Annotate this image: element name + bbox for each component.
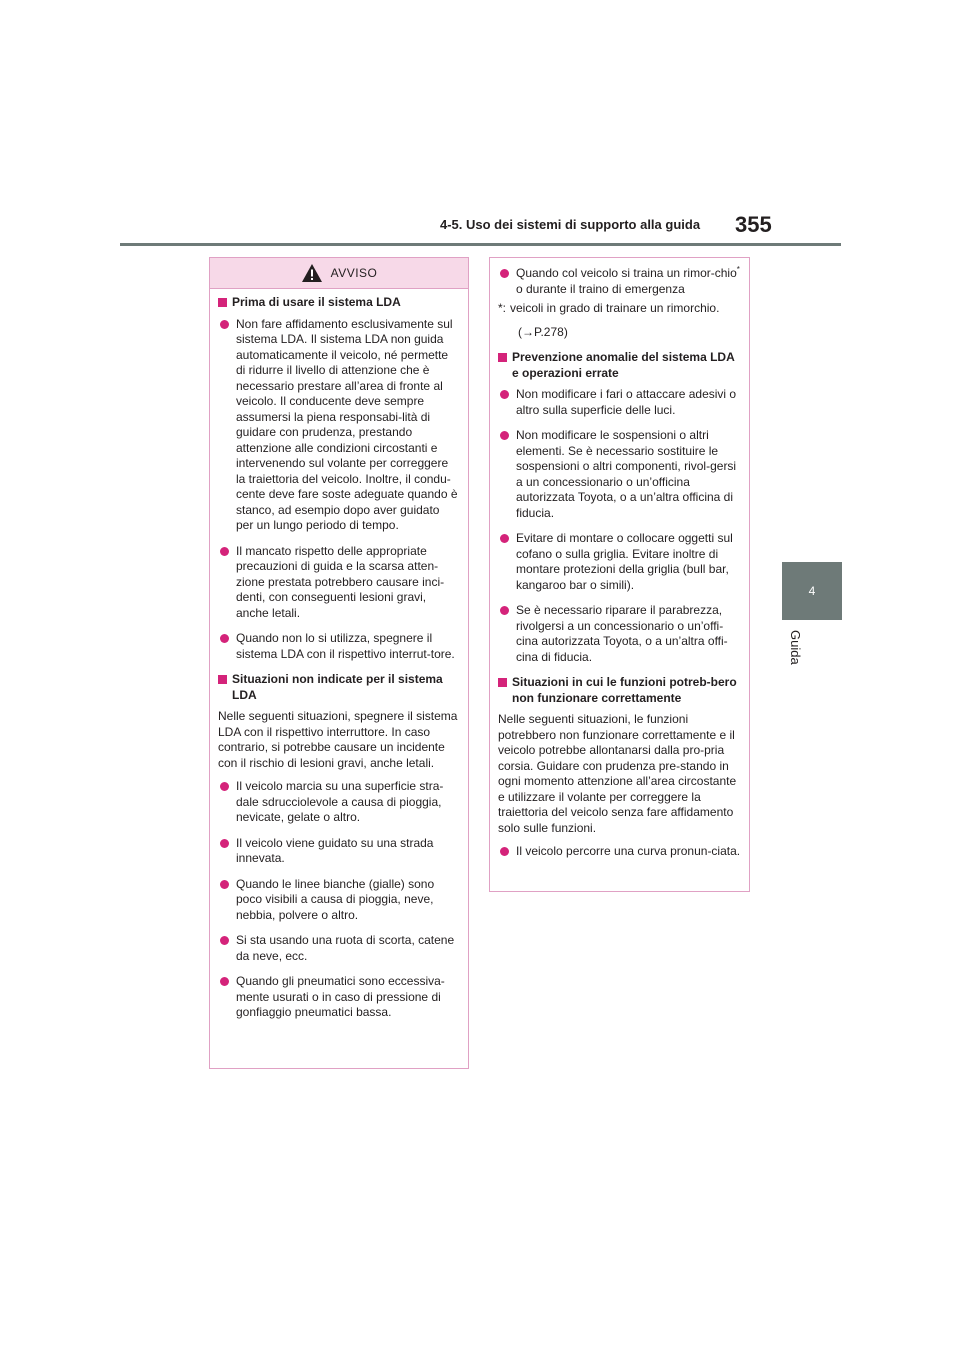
list-item-text: Quando le linee bianche (gialle) sono poco visibili a causa di pioggia, neve, nebbia, polvere o altro. xyxy=(236,876,435,922)
page-reference[interactable] xyxy=(518,325,741,341)
ref-open: ( xyxy=(518,324,522,339)
chapter-label-text: Guida xyxy=(788,630,803,665)
avviso-header xyxy=(210,258,468,289)
section-heading xyxy=(218,295,460,311)
heading-text: Prima di usare il sistema LDA xyxy=(232,295,401,309)
list-item-text: Se è necessario riparare il parabrezza, rivolgersi a un concessionario o un’offi-cina autorizzata Toyota, o a un’altra offi-cina di fiducia. xyxy=(516,603,728,664)
bullet-dot-icon xyxy=(500,847,509,856)
list-item-text: Il veicolo marcia su una superficie stra-dale sdrucciolevole a causa di pioggia, nevicate, gelate o altro. xyxy=(236,779,444,824)
list-item xyxy=(218,779,460,826)
section-heading xyxy=(498,675,741,706)
section-title: 4-5. Uso dei sistemi di supporto alla guida xyxy=(440,217,701,232)
section-heading xyxy=(498,350,741,381)
trailer-text-a: Quando col veicolo si traina un rimor-chio xyxy=(516,266,737,280)
list-item xyxy=(498,387,741,418)
bullet-dot-icon xyxy=(500,431,509,440)
list-item-text: Il veicolo percorre una curva pronun-ciata. xyxy=(516,844,741,858)
list-item xyxy=(498,603,741,665)
square-bullet-icon xyxy=(498,678,507,687)
list-item xyxy=(218,631,460,662)
list-item-text: Quando non lo si utilizza, spegnere il sistema LDA con il rispettivo interrut-tore. xyxy=(236,631,455,661)
list-item xyxy=(218,877,460,924)
footnote-mark: *: xyxy=(498,301,507,315)
list-item-text: Si sta usando una ruota di scorta, catene da neve, ecc. xyxy=(236,933,455,963)
page-number: 355 xyxy=(735,212,772,237)
bullet-dot-icon xyxy=(500,606,509,615)
footnote xyxy=(498,301,741,317)
avviso-title: AVVISO xyxy=(330,266,378,280)
square-bullet-icon xyxy=(218,298,227,307)
footnote-text: veicoli in grado di trainare un rimorchio. xyxy=(510,301,720,315)
heading-text: Situazioni non indicate per il sistema LDA xyxy=(232,672,443,702)
list-item xyxy=(218,974,460,1021)
square-bullet-icon xyxy=(218,675,227,684)
warning-triangle-icon xyxy=(301,263,323,283)
section-heading xyxy=(218,672,460,703)
bullet-dot-icon xyxy=(220,839,229,848)
bullet-dot-icon xyxy=(500,390,509,399)
bullet-dot-icon xyxy=(220,880,229,889)
list-item-text: Non fare affidamento esclusivamente sul sistema LDA. Il sistema LDA non guida automaticamente il veicolo, né permette di ridurre il livello di attenzione che è necessario prestare all’area di fronte al veicolo. Il conducente deve sempre assumersi la piena responsabi-lità di guidare con prudenza, prestando attenzione alle condizioni circostanti e intervenendo sul volante per correggere la traiettoria del veicolo. Inoltre, il condu-cente deve fare soste adeguate quando è stanco, ad esempio dopo aver guidato per un lungo periodo di tempo. xyxy=(236,316,458,532)
bullet-dot-icon xyxy=(220,936,229,945)
list-item xyxy=(218,544,460,622)
bullet-dot-icon xyxy=(500,534,509,543)
bullet-dot-icon xyxy=(220,977,229,986)
list-item-text: Non modificare le sospensioni o altri elementi. Se è necessario sostituire le sospensioni o altri componenti, rivol-gersi a un concessionario o un’officina autorizzata Toyota, o a un’altra officina di fiducia. xyxy=(516,428,737,520)
heading-text: Prevenzione anomalie del sistema LDA e operazioni errate xyxy=(512,350,735,380)
chapter-label xyxy=(782,630,842,670)
heading-text: Situazioni in cui le funzioni potreb-bero non funzionare correttamente xyxy=(512,675,737,705)
list-item xyxy=(498,531,741,593)
asterisk-mark: * xyxy=(736,265,740,274)
list-item-text: Evitare di montare o collocare oggetti sul cofano o sulla griglia. Evitare inoltre di montare protezioni della griglia (bull bar, kangaroo bar o simili). xyxy=(516,531,733,592)
list-item xyxy=(498,428,741,521)
trailer-text-b: o durante il traino di emergenza xyxy=(516,281,685,296)
bullet-dot-icon xyxy=(220,320,229,329)
chapter-number: 4 xyxy=(808,584,816,598)
warning-box-right xyxy=(489,257,750,892)
paragraph: Nelle seguenti situazioni, le funzioni potrebbero non funzionare correttamente e il veicolo potrebbe allontanarsi dalla pro-pria corsia. Guidare con prudenza pre-stando in ogni momento attenzione all’area circostante e utilizzare il volante per correggere la traiettoria del veicolo senza fare affidamento solo sulle funzioni. xyxy=(498,712,737,835)
warning-box-left xyxy=(209,257,469,1069)
bullet-dot-icon xyxy=(220,782,229,791)
square-bullet-icon xyxy=(498,353,507,362)
list-item xyxy=(498,844,741,860)
header-divider xyxy=(120,243,841,246)
bullet-dot-icon xyxy=(500,269,509,278)
bullet-dot-icon xyxy=(220,547,229,556)
chapter-tab[interactable] xyxy=(782,562,842,620)
list-item xyxy=(498,266,741,297)
list-item-text: Non modificare i fari o attaccare adesivi o altro sulla superficie delle luci. xyxy=(516,387,737,417)
list-item-text: Quando gli pneumatici sono eccessiva-mente usurati o in caso di pressione di gonfiaggio pneumatici bassa. xyxy=(236,974,445,1019)
list-item-text: Il veicolo viene guidato su una strada innevata. xyxy=(236,835,434,865)
paragraph: Nelle seguenti situazioni, spegnere il sistema LDA con il rispettivo interruttore. In caso contrario, si potrebbe causare un incidente con il rischio di lesioni gravi, anche letali. xyxy=(218,709,458,770)
list-item xyxy=(218,317,460,534)
ref-text: P.278) xyxy=(534,324,568,339)
list-item xyxy=(218,933,460,964)
bullet-dot-icon xyxy=(220,634,229,643)
arrow-right-icon: → xyxy=(522,324,534,339)
list-item xyxy=(218,836,460,867)
list-item-text xyxy=(516,266,741,297)
list-item-text: Il mancato rispetto delle appropriate precauzioni di guida e la scarsa atten-zione prestata potrebbero causare inci-denti, con conseguenti lesioni gravi, anche letali. xyxy=(236,543,445,620)
